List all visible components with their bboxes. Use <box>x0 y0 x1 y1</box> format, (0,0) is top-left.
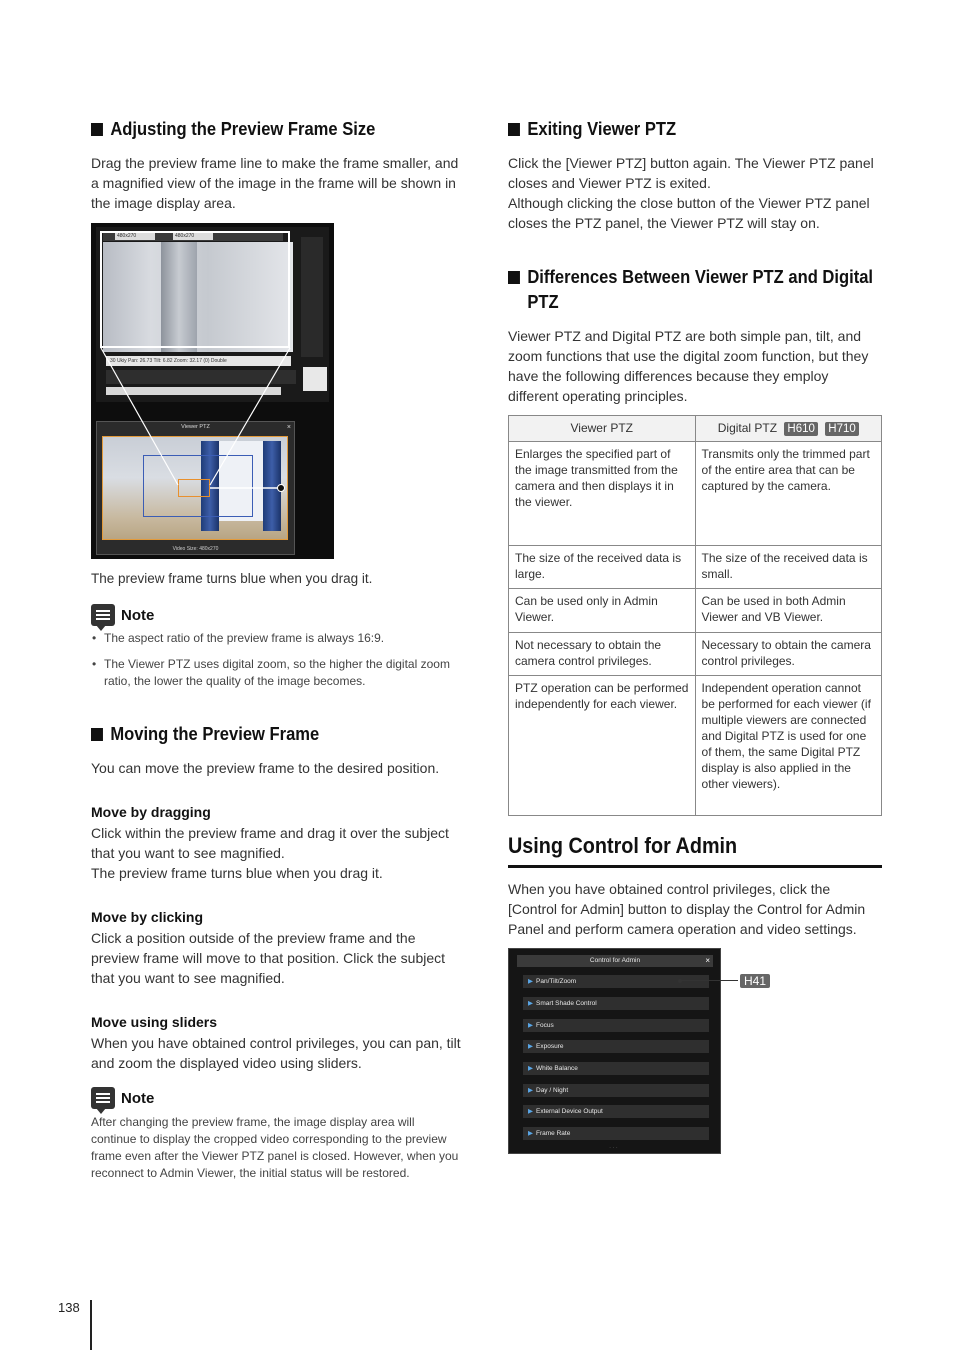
triangle-right-icon: ▶ <box>528 978 533 985</box>
square-bullet-icon <box>508 271 520 284</box>
square-bullet-icon <box>91 123 103 136</box>
chapter-heading: Using Control for Admin <box>508 833 738 858</box>
paragraph: Click within the preview frame and drag it over the subject that you want to see magnified. <box>91 825 449 861</box>
table-cell: Can be used in both Admin Viewer and VB Viewer. <box>695 589 881 633</box>
triangle-right-icon: ▶ <box>528 1000 533 1007</box>
resize-grip: ... <box>609 1144 620 1150</box>
table-row <box>509 633 882 676</box>
status-bar: 30 Ukiy Pan: 26.73 Tilt: 6.82 Zoom: 32.17 (0) Double <box>106 356 291 366</box>
paragraph: The preview frame turns blue when you drag it. <box>91 865 383 881</box>
paragraph: When you have obtained control privileges, you can pan, tilt and zoom the displayed video using sliders. <box>91 1035 461 1071</box>
table-cell: Necessary to obtain the camera control privileges. <box>695 633 881 676</box>
triangle-right-icon: ▶ <box>528 1043 533 1050</box>
table-cell: Independent operation cannot be performed for each viewer (if multiple viewers are connected and Digital PTZ is used for one of them, the same Digital PTZ display is also applied in the other viewers). <box>695 676 881 816</box>
table-cell: Transmits only the trimmed part of the entire area that can be captured by the camera. <box>695 442 881 546</box>
section-heading: Adjusting the Preview Frame Size <box>91 117 375 142</box>
triangle-right-icon: ▶ <box>528 1065 533 1072</box>
list-item: • The Viewer PTZ uses digital zoom, so the higher the digital zoom ratio, the lower the quality of the image becomes. <box>91 656 463 690</box>
menu-item-white-balance: ▶ White Balance <box>523 1062 709 1075</box>
paragraph: Viewer PTZ and Digital PTZ are both simple pan, tilt, and zoom functions that use the digital zoom function, but they have the following differences because they employ different operating principles. <box>508 328 869 404</box>
video-size-label: Video Size: 480x270 <box>172 546 219 552</box>
paragraph: You can move the preview frame to the desired position. <box>91 760 440 776</box>
table-cell: Not necessary to obtain the camera control privileges. <box>509 633 696 676</box>
menu-item-pan-tilt-zoom: ▶ Pan/Tilt/Zoom <box>523 975 709 988</box>
column-header: Digital PTZ H610 H710 <box>695 416 881 442</box>
triangle-right-icon: ▶ <box>528 1108 533 1115</box>
note-icon <box>91 1087 115 1109</box>
section-heading: Exiting Viewer PTZ <box>508 117 676 142</box>
size-dropdown: 480x270 <box>173 232 213 240</box>
table-row <box>509 546 882 589</box>
column-header: Viewer PTZ <box>509 416 696 442</box>
section-heading: Differences Between Viewer PTZ and Digital PTZ <box>508 265 876 315</box>
menu-item-day-night: ▶ Day / Night <box>523 1084 709 1097</box>
note-list <box>91 630 463 699</box>
subheading: Move by clicking <box>91 909 204 925</box>
control-for-admin-screenshot <box>508 948 721 1154</box>
heading-rule <box>508 865 882 868</box>
section-heading: Moving the Preview Frame <box>91 722 319 747</box>
comparison-table <box>508 415 882 816</box>
note-icon <box>91 604 115 626</box>
table-row <box>509 589 882 633</box>
panel-title: Control for Admin × <box>517 955 713 967</box>
menu-item-exposure: ▶ Exposure <box>523 1040 709 1053</box>
table-cell: The size of the received data is large. <box>509 546 696 589</box>
menu-item-external-device-output: ▶ External Device Output <box>523 1105 709 1118</box>
table-row <box>509 676 882 816</box>
square-bullet-icon <box>91 728 103 741</box>
close-icon: × <box>705 956 710 965</box>
menu-item-frame-rate: ▶ Frame Rate <box>523 1127 709 1140</box>
square-bullet-icon <box>508 123 520 136</box>
paragraph: Drag the preview frame line to make the frame smaller, and a magnified view of the image in the frame will be shown in the image display area. <box>91 155 459 211</box>
table-header-row <box>509 416 882 442</box>
panel-title: Viewer PTZ <box>181 424 210 430</box>
triangle-right-icon: ▶ <box>528 1022 533 1029</box>
viewer-ptz-screenshot <box>91 223 334 559</box>
paragraph: Click the [Viewer PTZ] button again. The Viewer PTZ panel closes and Viewer PTZ is exited. <box>508 155 874 191</box>
subheading: Move by dragging <box>91 804 211 820</box>
note-heading: Note <box>91 1087 154 1109</box>
paragraph: Click a position outside of the preview frame and the preview frame will move to that position. Click the subject that you want to see magnified. <box>91 930 446 986</box>
callout-lines <box>91 223 334 559</box>
table-row <box>509 442 882 546</box>
size-dropdown: 480x270 <box>115 232 155 240</box>
triangle-right-icon: ▶ <box>528 1087 533 1094</box>
triangle-right-icon: ▶ <box>528 1130 533 1137</box>
table-cell: PTZ operation can be performed independently for each viewer. <box>509 676 696 816</box>
footer-rule <box>90 1300 92 1350</box>
menu-item-focus: ▶ Focus <box>523 1019 709 1032</box>
figure-caption: The preview frame turns blue when you drag it. <box>91 571 373 586</box>
model-badge: H41 <box>740 974 770 988</box>
table-cell: Can be used only in Admin Viewer. <box>509 589 696 633</box>
note-heading: Note <box>91 604 154 626</box>
list-item: • The aspect ratio of the preview frame is always 16:9. <box>91 630 463 647</box>
table-cell: Enlarges the specified part of the image transmitted from the camera and then displays it in the viewer. <box>509 442 696 546</box>
model-badge: H610 <box>784 422 818 436</box>
table-cell: The size of the received data is small. <box>695 546 881 589</box>
close-icon: × <box>286 424 291 431</box>
paragraph: Although clicking the close button of the Viewer PTZ panel closes the PTZ panel, the Viewer PTZ will stay on. <box>508 195 870 231</box>
model-badge: H710 <box>825 422 859 436</box>
menu-item-smart-shade: ▶ Smart Shade Control <box>523 997 709 1010</box>
page-number: 138 <box>58 1300 80 1315</box>
callout-line <box>680 980 738 981</box>
paragraph: When you have obtained control privileges, click the [Control for Admin] button to display the Control for Admin Panel and perform camera operation and video settings. <box>508 881 866 937</box>
note-text: After changing the preview frame, the image display area will continue to display the cropped video corresponding to the preview frame even after the Viewer PTZ panel is closed. However, when you reconnect to Admin Viewer, the initial status will be restored. <box>91 1115 459 1180</box>
subheading: Move using sliders <box>91 1014 218 1030</box>
